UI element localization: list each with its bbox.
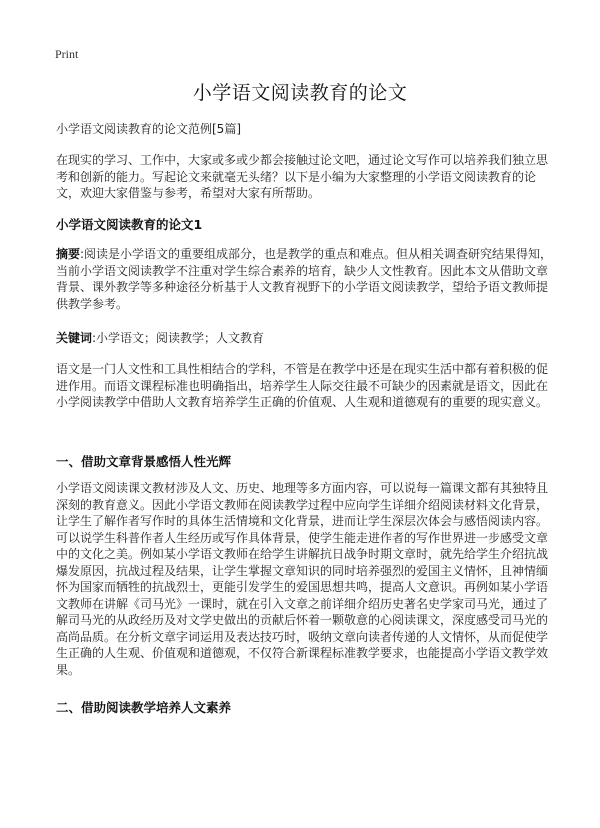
subtitle: 小学语文阅读教育的论文范例[5篇] (56, 122, 241, 136)
keywords-label: 关键词 (56, 331, 93, 345)
keywords-text: :小学语文；阅读教学；人文教育 (92, 331, 265, 345)
section-1-paragraph: 小学语文阅读课文教材涉及人文、历史、地理等多方面内容，可以说每一篇课文都有其独特且深刻的教育意义。因此小学语文教师在阅读教学过程中应向学生详细介绍阅读材料文化背景，让学生了解作者写作时的具体生活情境和文化背景，进而让学生深层次体会与感悟阅读内容。可以说学生科普作者人生经历或写作具体背景，使学生能走进作者的写作世界进一步感受文章中的文化之美。例如某小学语文教师在给学生讲解抗日战争时期文章时，就先给学生介绍抗战爆发原因，抗战过程及结果，让学生掌握文章知识的同时培养强烈的爱国主义情怀，且神情缅怀为国家而牺牲的抗战烈士，更能引发学生的爱国思想共鸣，提高人文意识。再例如某小学语文教师在讲解《司马光》一课时，就在引入文章之前详细介绍历史著名史学家司马光，通过了解司马光的从政经历及对文学史做出的贡献后怀着一颗敬意的心阅读课文，深度感受司马光的高尚品质。在分析文章字词运用及表达技巧时，吸纳文章向读者传递的人文情怀，从而促使学生正确的人生观、价值观和道德观，不仅符合新课程标准教学要求，也能提高小学语文教学效果。 (56, 481, 549, 677)
section-1-heading: 一、借助文章背景感悟人性光辉 (56, 454, 232, 469)
abstract-label: 摘要 (56, 247, 81, 261)
page-title: 小学语文阅读教育的论文 (192, 82, 408, 104)
intro-body-paragraph: 语文是一门人文性和工具性相结合的学科，不管是在教学中还是在现实生活中都有着积极的促进作用。而语文课程标准也明确指出，培养学生人际交往最不可缺少的因素就是语文，因此在小学阅读教学中借助人文教育培养学生正确的价值观、人生观和道德观有的重要的现实意义。 (56, 362, 549, 409)
section-2-heading: 二、借助阅读教学培养人文素养 (56, 700, 232, 715)
keywords-paragraph (56, 330, 558, 347)
print-link[interactable]: Print (55, 47, 79, 61)
intro-paragraph: 在现实的学习、工作中，大家或多或少都会接触过论文吧，通过论文写作可以培养我们独立思考和创新的能力。写起论文来就毫无头绪？以下是小编为大家整理的小学语文阅读教育的论文，欢迎大家借鉴与参考，希望对大家有所帮助。 (56, 153, 549, 200)
abstract-text: :阅读是小学语文的重要组成部分，也是教学的重点和难点。但从相关调查研究结果得知，当前小学语文阅读教学不注重对学生综合素养的培育，缺少人文性教育。因此本文从借助文章背景、课外教学等多种途径分析基于人文教育视野下的小学语文阅读教学，望给予语文教师提供教学参考。 (56, 247, 553, 311)
abstract-paragraph (56, 246, 558, 312)
essay-1-heading: 小学语文阅读教育的论文1 (56, 217, 203, 232)
